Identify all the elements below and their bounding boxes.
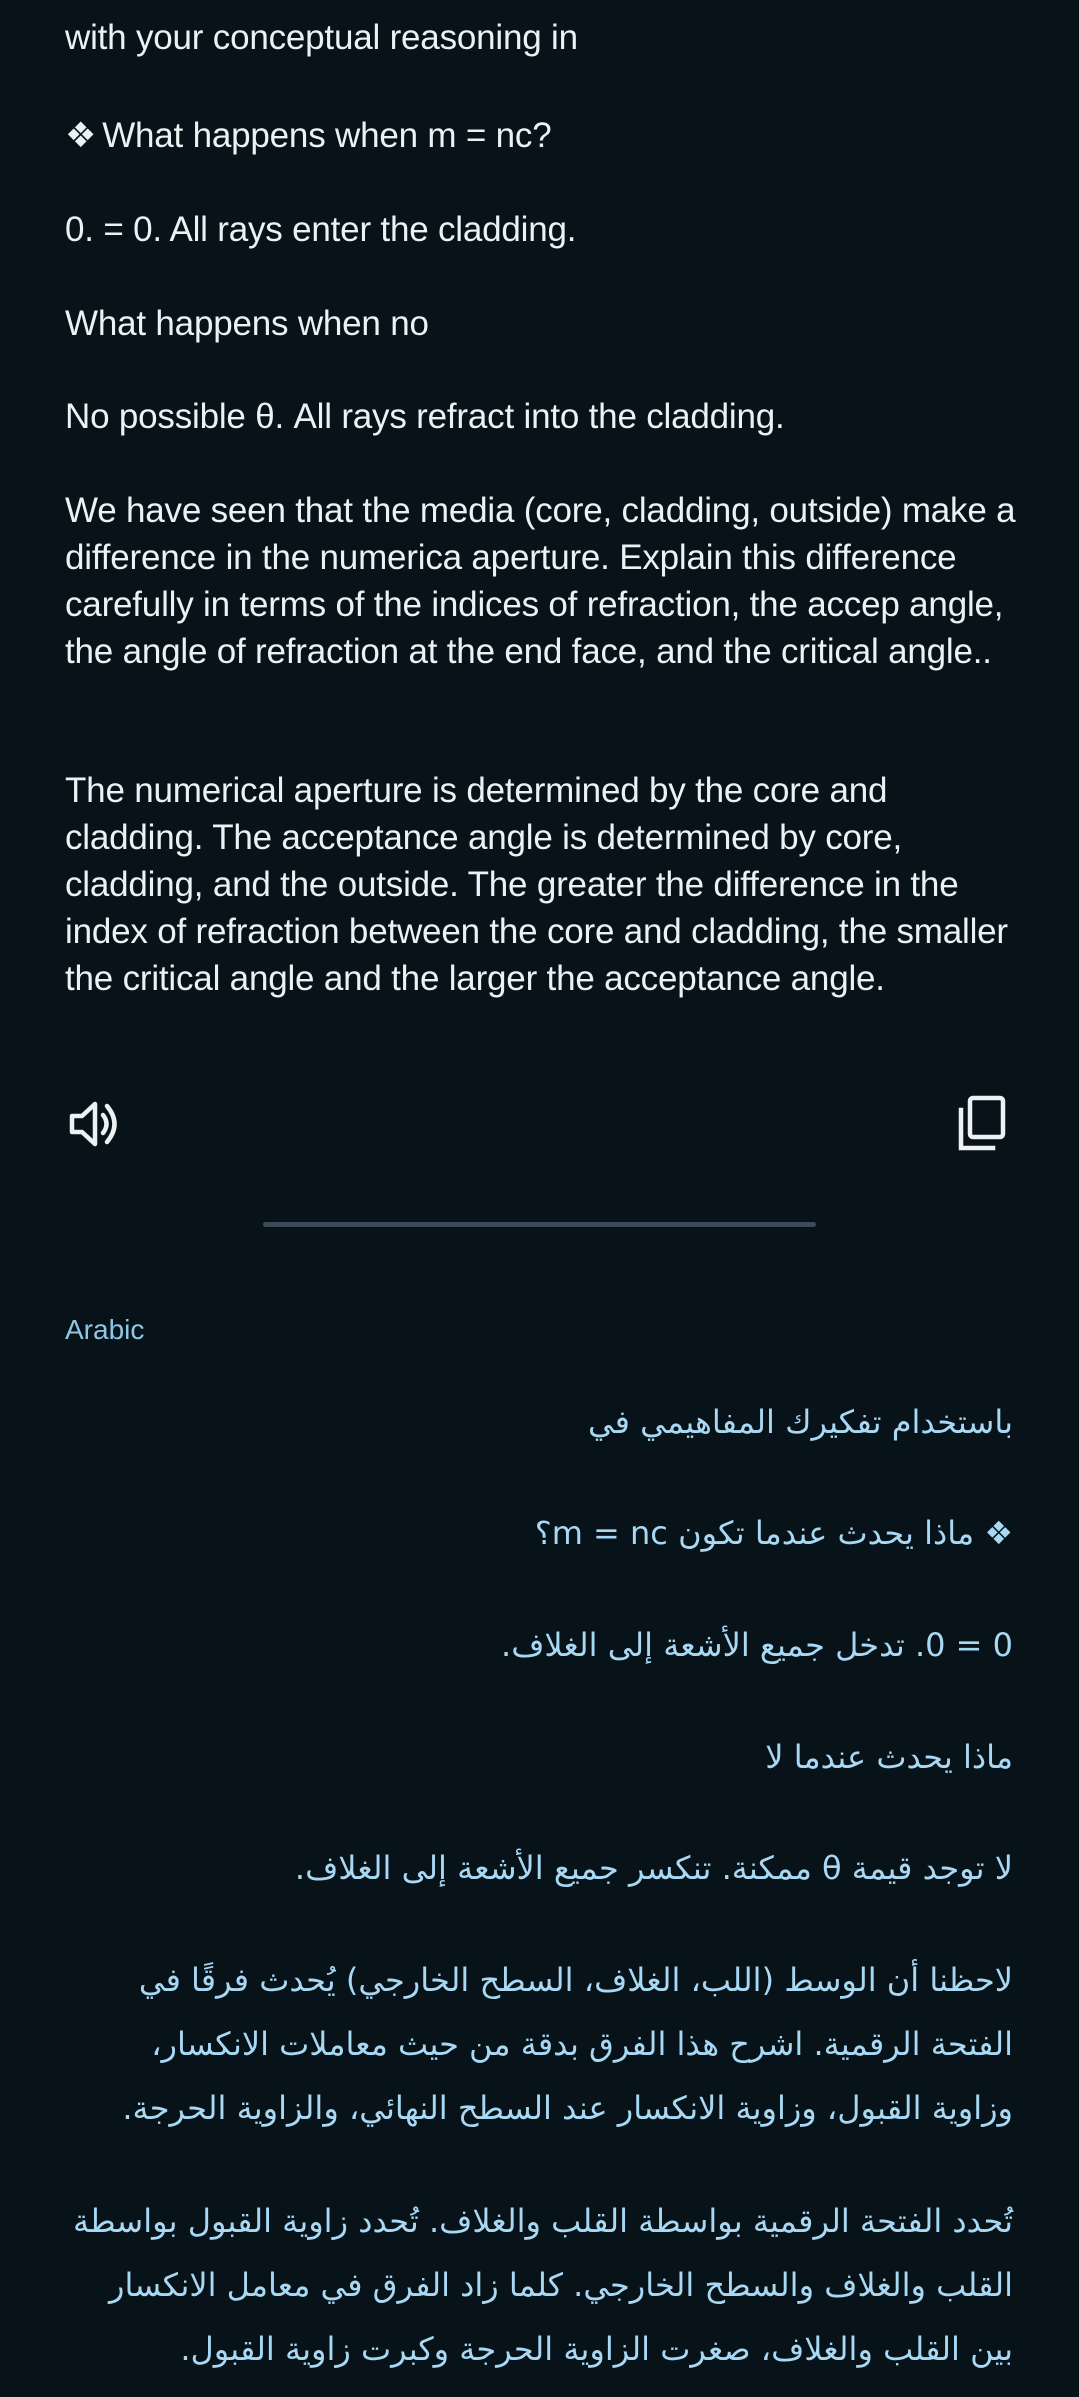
listen-button[interactable] [62,1092,126,1156]
translation-paragraph: تُحدد الفتحة الرقمية بواسطة القلب والغلاف. تُحدد زاوية القبول بواسطة القلب والغلاف والسطح الخارجي. كلما زاد الفرق في معامل الانكسار بين القلب والغلاف، صغرت الزاوية الحرجة وكبرت زاوية القبول. [73,2202,1013,2368]
copy-icon [950,1092,1014,1156]
speaker-icon [62,1092,126,1156]
translation-paragraph: لاحظنا أن الوسط (اللب، الغلاف، السطح الخارجي) يُحدث فرقًا في الفتحة الرقمية. اشرح هذا الفرق بدقة من حيث معاملات الانكسار، وزاوية القبول، وزاوية الانكسار عند السطح النهائي، والزاوية الحرجة. [122,1961,1013,2127]
source-paragraph: The numerical aperture is determined by the core and cladding. The acceptance angle is determined by core, cladding, and the outside. The greater the difference in the index of refraction between the core and cladding, the smaller the critical angle and the larger the acceptance angle. [65,771,1008,998]
translation-paragraph: 0 = 0. تدخل جميع الأشعة إلى الغلاف. [501,1626,1013,1664]
translation-paragraph: باستخدام تفكيرك المفاهيمي في [588,1403,1013,1441]
translation-paragraph: ماذا يحدث عندما لا [765,1738,1013,1776]
source-paragraph: 0. = 0. All rays enter the cladding. [65,210,577,249]
translation-paragraph: ❖ ماذا يحدث عندما تكون m = nc؟ [534,1514,1013,1552]
translation-language-label: Arabic [65,1314,145,1345]
bullet-icon: ❖ [65,116,97,155]
source-paragraph: ❖ What happens when m = nc? [65,116,552,155]
source-paragraph: with your conceptual reasoning in [65,18,578,57]
copy-button[interactable] [950,1092,1014,1156]
source-paragraph: We have seen that the media (core, cladding, outside) make a difference in the numerica aperture. Explain this difference carefully in terms of the indices of refraction, the accep angle, the angle of refraction at the end face, and the critical angle.. [65,491,1016,671]
translation-paragraph: لا توجد قيمة θ ممكنة. تنكسر جميع الأشعة إلى الغلاف. [294,1849,1013,1887]
section-divider [263,1222,816,1227]
source-paragraph: What happens when no [65,304,429,343]
source-paragraph: No possible θ. All rays refract into the cladding. [65,397,785,436]
bullet-icon: ❖ [984,1514,1013,1552]
